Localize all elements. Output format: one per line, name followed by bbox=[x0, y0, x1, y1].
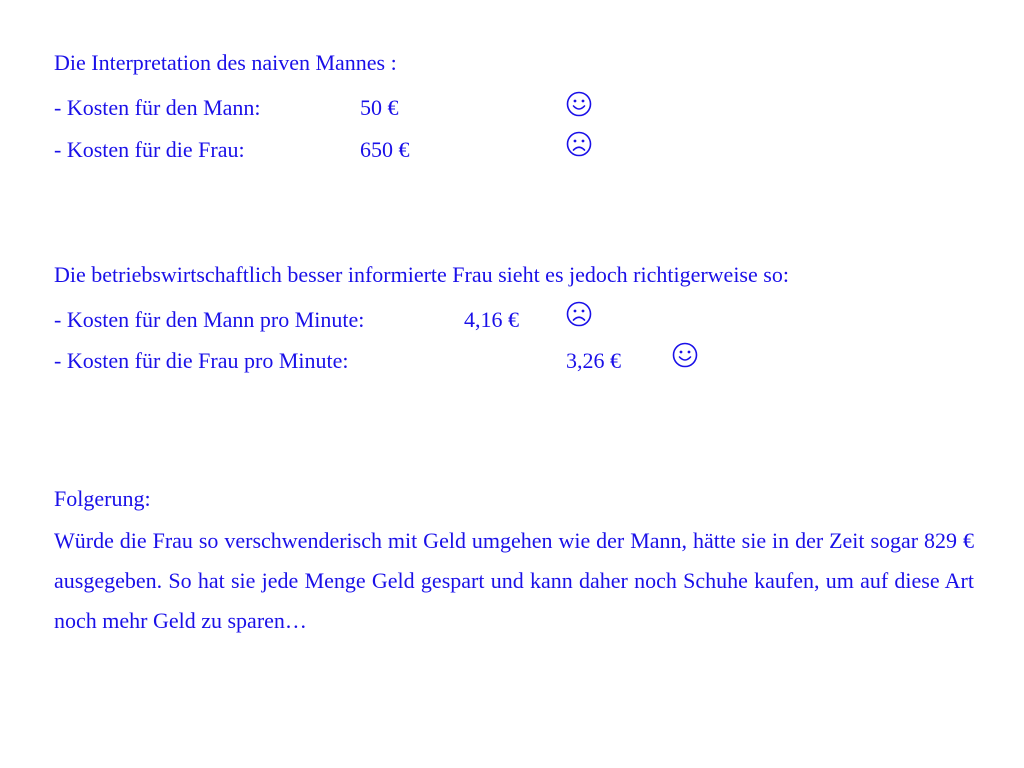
section2-row-woman-value: 3,26 € bbox=[566, 348, 621, 373]
section2-heading: Die betriebswirtschaftlich besser informierte Frau sieht es jedoch richtigerweise so: bbox=[54, 262, 789, 287]
section1-heading: Die Interpretation des naiven Mannes : bbox=[54, 50, 397, 75]
section1-row-man-label: - Kosten für den Mann: bbox=[54, 95, 261, 120]
section2-row-man-value: 4,16 € bbox=[464, 307, 519, 332]
section1-row-woman-value: 650 € bbox=[360, 137, 410, 162]
smiley-sad-icon bbox=[566, 301, 592, 327]
section2-row-woman-label: - Kosten für die Frau pro Minute: bbox=[54, 348, 349, 373]
conclusion-heading: Folgerung: bbox=[54, 486, 151, 511]
section1-row-woman-label: - Kosten für die Frau: bbox=[54, 137, 245, 162]
section1-row-man-value: 50 € bbox=[360, 95, 399, 120]
conclusion-body: Würde die Frau so verschwenderisch mit Geld umgehen wie der Mann, hätte sie in der Zeit sogar 829 € ausgegeben. So hat sie jede Menge Geld gespart und kann daher noch Schuhe kaufen, um auf diese Art noch mehr Geld zu sparen… bbox=[54, 528, 974, 633]
smiley-happy-icon bbox=[672, 342, 698, 368]
smiley-happy-icon bbox=[566, 91, 592, 117]
smiley-sad-icon bbox=[566, 131, 592, 157]
section2-row-man-label: - Kosten für den Mann pro Minute: bbox=[54, 307, 365, 332]
